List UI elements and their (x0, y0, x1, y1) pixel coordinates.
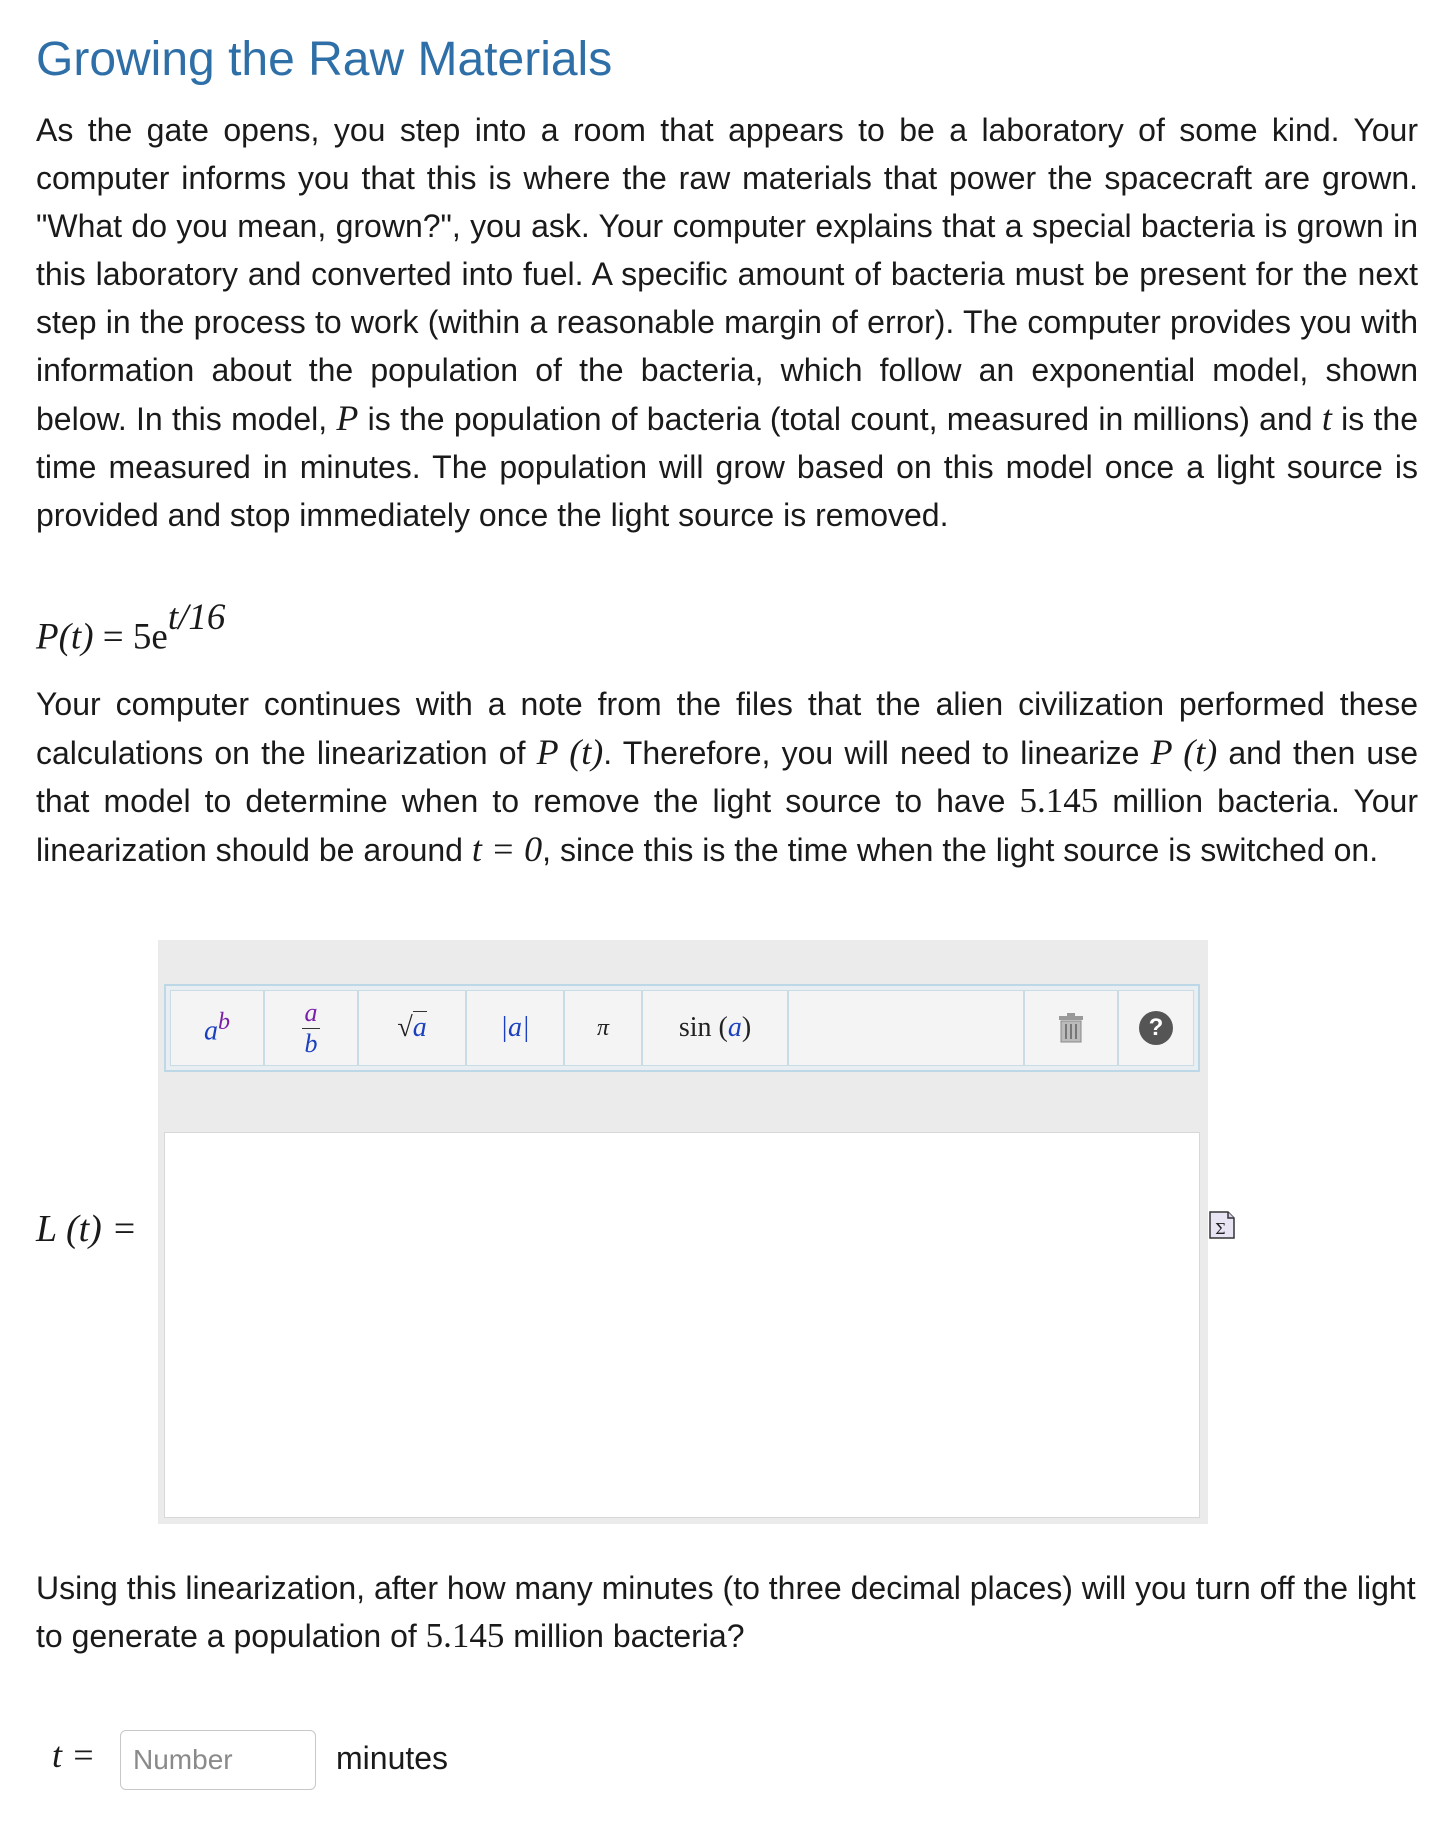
equation-editor-icon[interactable] (1208, 1210, 1236, 1240)
instructions-around: t = 0 (471, 829, 543, 869)
intro-text-c: is the time measured in minutes. The population will grow based on this model once a light source is provided and stop immediately once the light source is removed. (36, 401, 1418, 533)
help-icon: ? (1139, 1011, 1173, 1045)
square-root-icon: √a (397, 1012, 427, 1043)
absolute-value-icon: |a| (500, 1012, 530, 1043)
formula-equals: = (102, 616, 124, 658)
square-root-button[interactable] (358, 990, 466, 1066)
instructions-pt-1: P (t) (536, 732, 604, 772)
minutes-input[interactable] (120, 1730, 316, 1790)
instructions-text-a: Your computer continues with a note from the files that the alien civilization performed these calculations on the linearization of (36, 686, 1418, 771)
equation-editor (158, 940, 1208, 1524)
units-label: minutes (336, 1740, 449, 1776)
instructions-pt-2: P (t) (1150, 732, 1218, 772)
trash-icon (1056, 1012, 1086, 1044)
question-text-b: million bacteria? (504, 1618, 745, 1654)
formula-exponent: t/16 (167, 597, 226, 638)
instructions-text-e: , since this is the time when the light source is switched on. (542, 832, 1379, 868)
intro-text-b: is the population of bacteria (total count, measured in millions) and (358, 401, 1322, 437)
variable-p: P (336, 398, 359, 438)
toolbar-spacer (788, 990, 1024, 1066)
time-label: t = (52, 1735, 96, 1775)
instructions-text-b: . Therefore, you will need to linearize (603, 735, 1151, 771)
equation-toolbar (164, 984, 1200, 1072)
svg-text:Σ: Σ (1215, 1220, 1226, 1238)
question-value: 5.145 (425, 1616, 505, 1655)
intro-text-a: As the gate opens, you step into a room that appears to be a laboratory of some kind. Your computer informs you that this is where the raw materials that power the spacecraft are grown. "What do you mean, grown?", you ask. Your computer explains that a special bacteria is grown in this laboratory and converted into fuel. A specific amount of bacteria must be present for the next step in the process to work (within a reasonable margin of error). The computer provides you with information about the population of the bacteria, which follow an exponential model, shown below. In this model, (36, 112, 1418, 437)
instructions-text-c: and then use that model to determine when to remove the light source to have (36, 735, 1419, 819)
exponent-button[interactable] (170, 990, 264, 1066)
variable-t: t (1321, 398, 1332, 438)
formula-lhs: P(t) (36, 616, 94, 658)
fraction-icon: $\frac{a}{b}$ (302, 998, 320, 1059)
question-paragraph (36, 1564, 1418, 1660)
instructions-paragraph (36, 680, 1418, 874)
instructions-text-d: million bacteria. Your linearization should be around (36, 783, 1419, 868)
intro-paragraph (36, 106, 1418, 539)
sine-button[interactable] (642, 990, 788, 1066)
sine-icon: sin (a) (678, 1012, 752, 1043)
linearization-label: L (t) = (36, 1208, 137, 1250)
population-formula (36, 597, 226, 658)
absolute-value-button[interactable] (466, 990, 564, 1066)
pi-icon: π (596, 1014, 610, 1041)
instructions-target: 5.145 (1019, 781, 1099, 820)
help-button[interactable] (1118, 990, 1194, 1066)
pi-button[interactable] (564, 990, 642, 1066)
exponent-icon: $a^b$ (204, 1008, 230, 1047)
fraction-button[interactable] (264, 990, 358, 1066)
formula-base: 5e (132, 616, 168, 658)
page-title: Growing the Raw Materials (36, 33, 613, 86)
question-text-a: Using this linearization, after how many minutes (to three decimal places) will you turn off the light to generate a population of (36, 1570, 1416, 1654)
linearization-input[interactable] (164, 1132, 1200, 1518)
clear-button[interactable] (1024, 990, 1118, 1066)
